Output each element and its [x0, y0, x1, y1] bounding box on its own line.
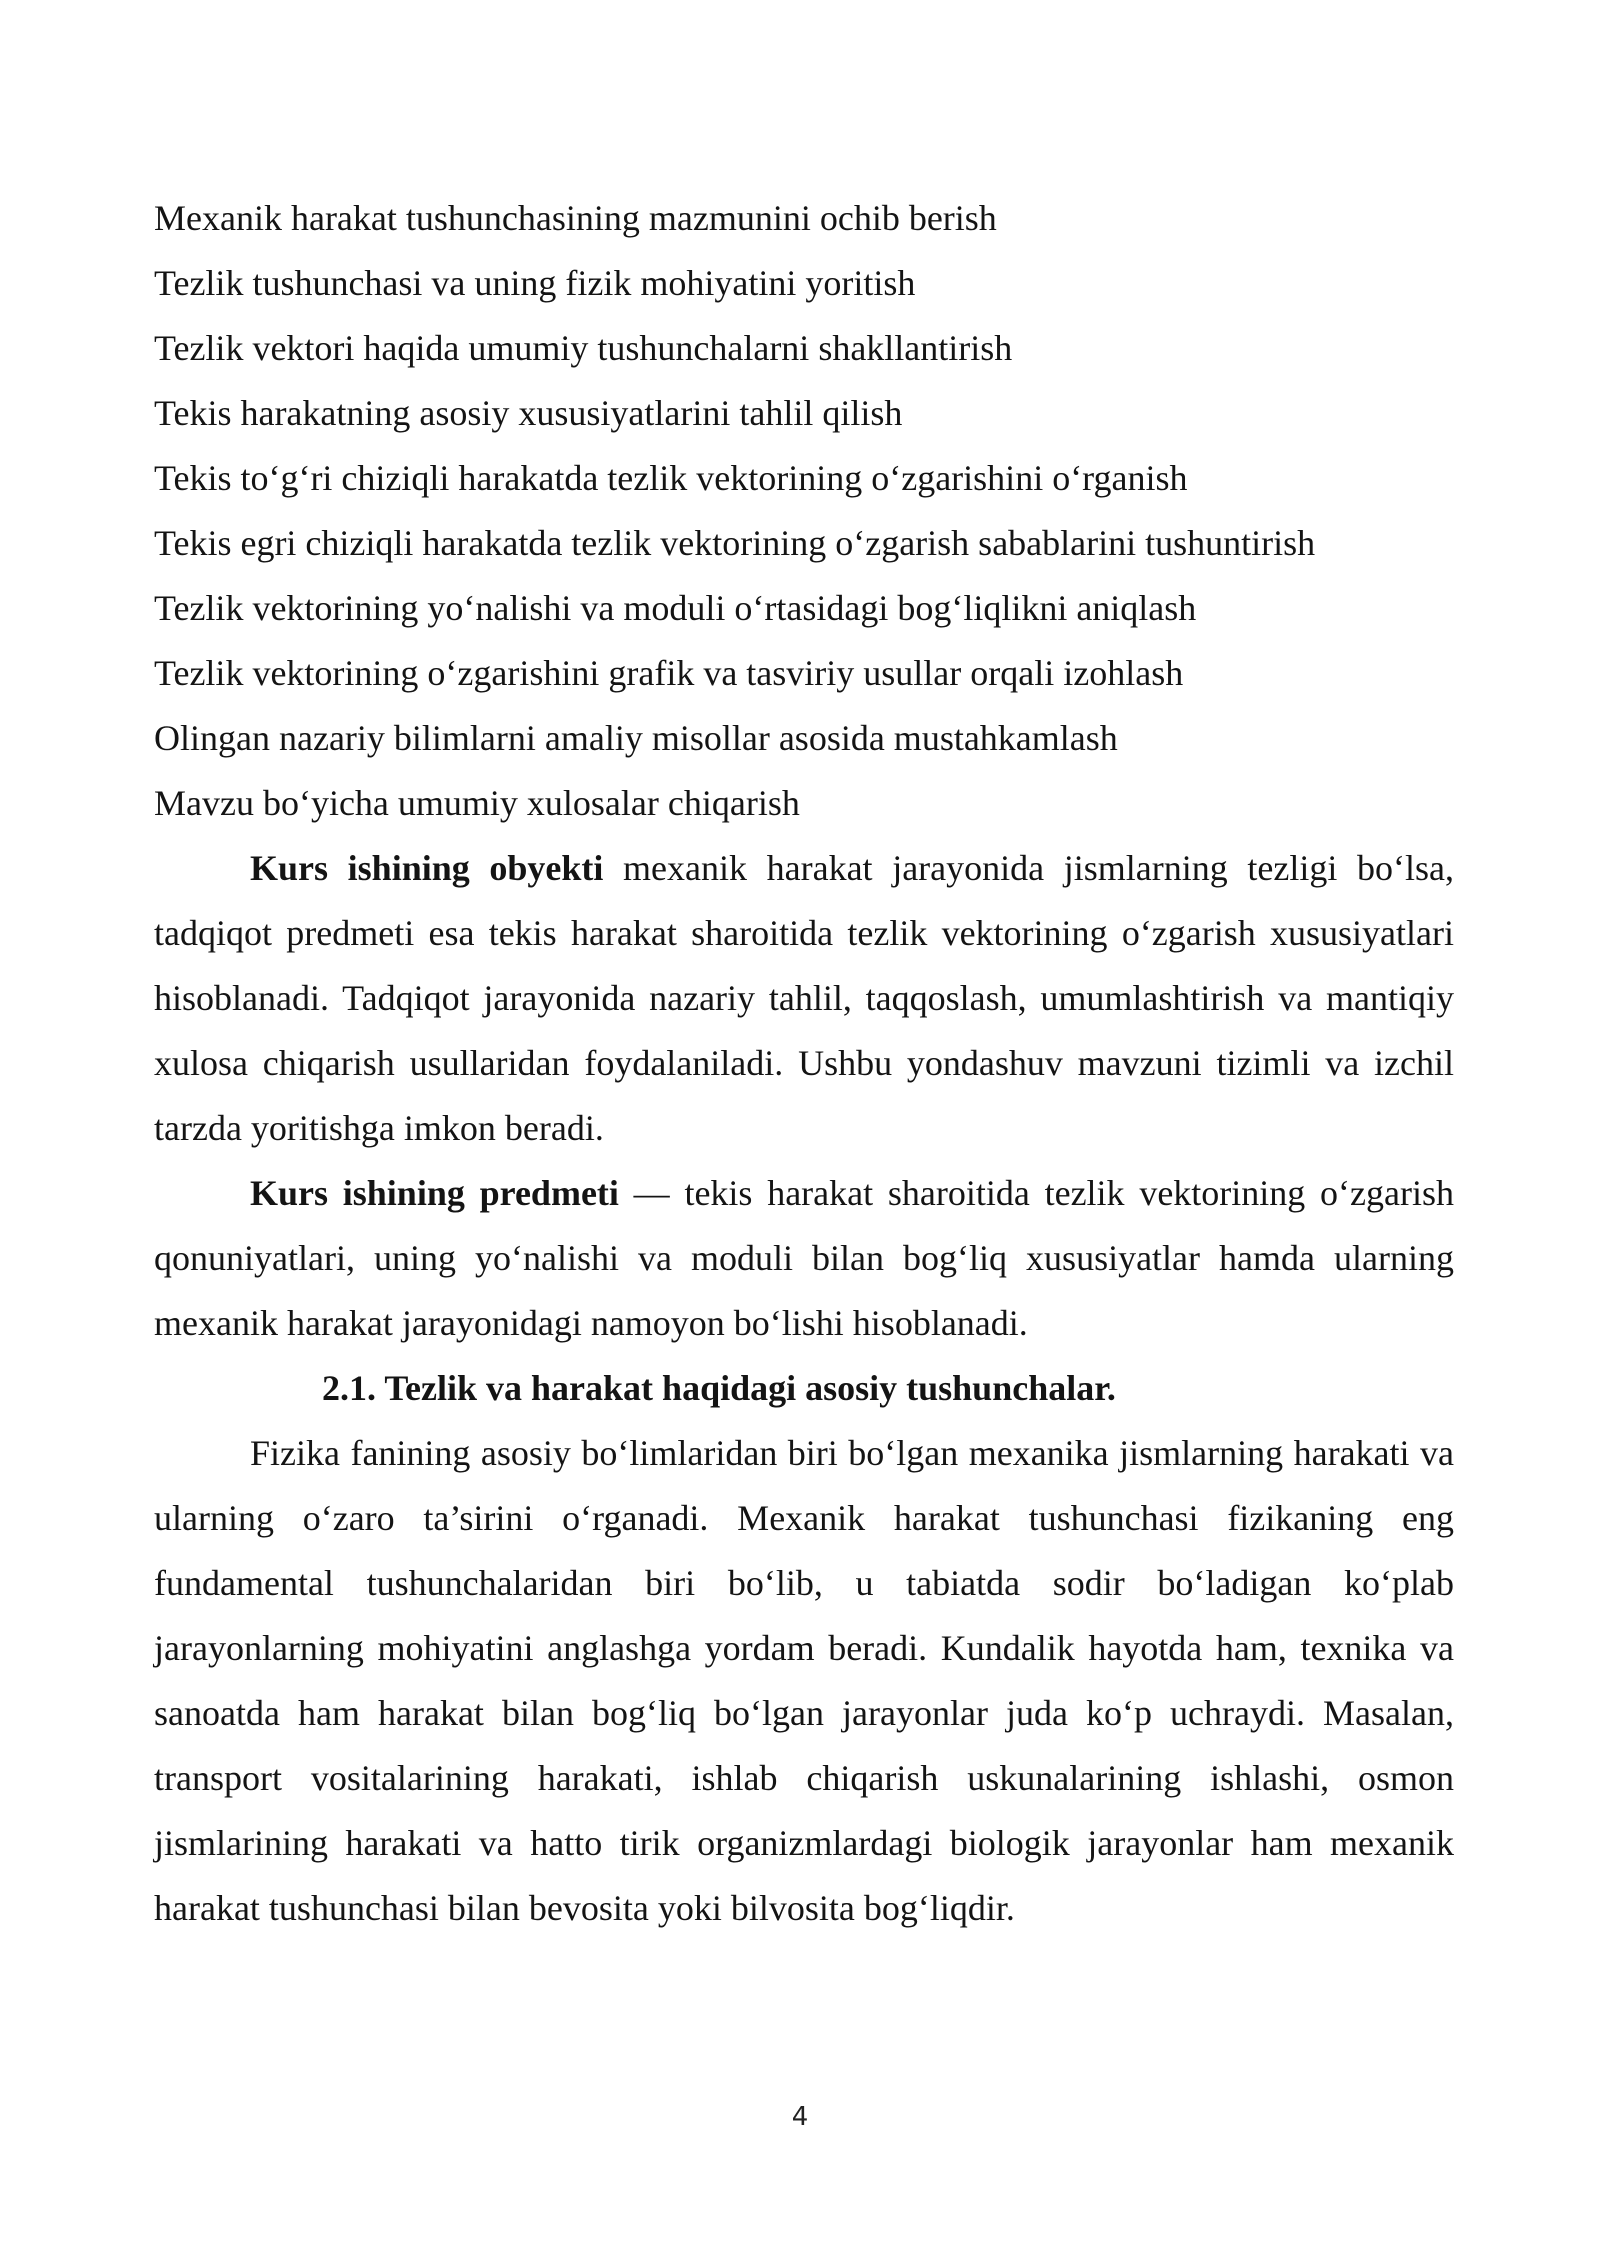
object-text: mexanik harakat jarayonida jismlarning tezligi bo‘lsa, tadqiqot predmeti esa tekis harakat sharoitida tezlik vektorining o‘zgarish xususiyatlari hisoblanadi. Tadqiqot jarayonida nazariy tahlil, taqqoslash, umumlashtirish va mantiqiy xulosa chiqarish usullaridan foydalaniladi. Ushbu yondashuv mavzuni tizimli va izchil tarzda yoritishga imkon beradi.: [154, 848, 1454, 1148]
section-heading: 2.1. Tezlik va harakat haqidagi asosiy tushunchalar.: [322, 1368, 1116, 1408]
page-number: 4: [791, 2102, 809, 2132]
task-item: Tekis harakatning asosiy xususiyatlarini tahlil qilish: [154, 393, 903, 433]
subject-paragraph: [154, 1161, 1454, 1356]
task-item: Mavzu bo‘yicha umumiy xulosalar chiqarish: [154, 783, 800, 823]
subject-text: — tekis harakat sharoitida tezlik vektorining o‘zgarish qonuniyatlari, uning yo‘nalishi va moduli bilan bog‘liq xususiyatlar hamda ularning mexanik harakat jarayonidagi namoyon bo‘lishi hisoblanadi.: [154, 1173, 1454, 1343]
task-item: Tezlik vektorining o‘zgarishini grafik va tasviriy usullar orqali izohlash: [154, 653, 1184, 693]
task-item: Tezlik tushunchasi va uning fizik mohiyatini yoritish: [154, 263, 916, 303]
page-content: [154, 186, 1454, 1941]
task-item: Mexanik harakat tushunchasining mazmunini ochib berish: [154, 198, 997, 238]
object-term: Kurs ishining obyekti: [250, 848, 604, 888]
body-paragraph: Fizika fanining asosiy bo‘limlaridan biri bo‘lgan mexanika jismlarning harakati va ularning o‘zaro ta’sirini o‘rganadi. Mexanik harakat tushunchasi fizikaning eng fundamental tushunchalaridan biri bo‘lib, u tabiatda sodir bo‘ladigan ko‘plab jarayonlarning mohiyatini anglashga yordam beradi. Kundalik hayotda ham, texnika va sanoatda ham harakat bilan bog‘liq bo‘lgan jarayonlar juda ko‘p uchraydi. Masalan, transport vositalarining harakati, ishlab chiqarish uskunalarining ishlashi, osmon jismlarining harakati va hatto tirik organizmlardagi biologik jarayonlar ham mexanik harakat tushunchasi bilan bevosita yoki bilvosita bog‘liqdir.: [154, 1433, 1454, 1928]
subject-term: Kurs ishining predmeti: [250, 1173, 619, 1213]
task-item: Tekis egri chiziqli harakatda tezlik vektorining o‘zgarish sabablarini tushuntirish: [154, 523, 1316, 563]
task-item: Tezlik vektori haqida umumiy tushunchalarni shakllantirish: [154, 328, 1013, 368]
task-item: Tekis to‘g‘ri chiziqli harakatda tezlik vektorining o‘zgarishini o‘rganish: [154, 458, 1188, 498]
task-list: [154, 186, 1454, 836]
task-item: Olingan nazariy bilimlarni amaliy misollar asosida mustahkamlash: [154, 718, 1118, 758]
object-paragraph: [154, 836, 1454, 1161]
task-item: Tezlik vektorining yo‘nalishi va moduli o‘rtasidagi bog‘liqlikni aniqlash: [154, 588, 1197, 628]
